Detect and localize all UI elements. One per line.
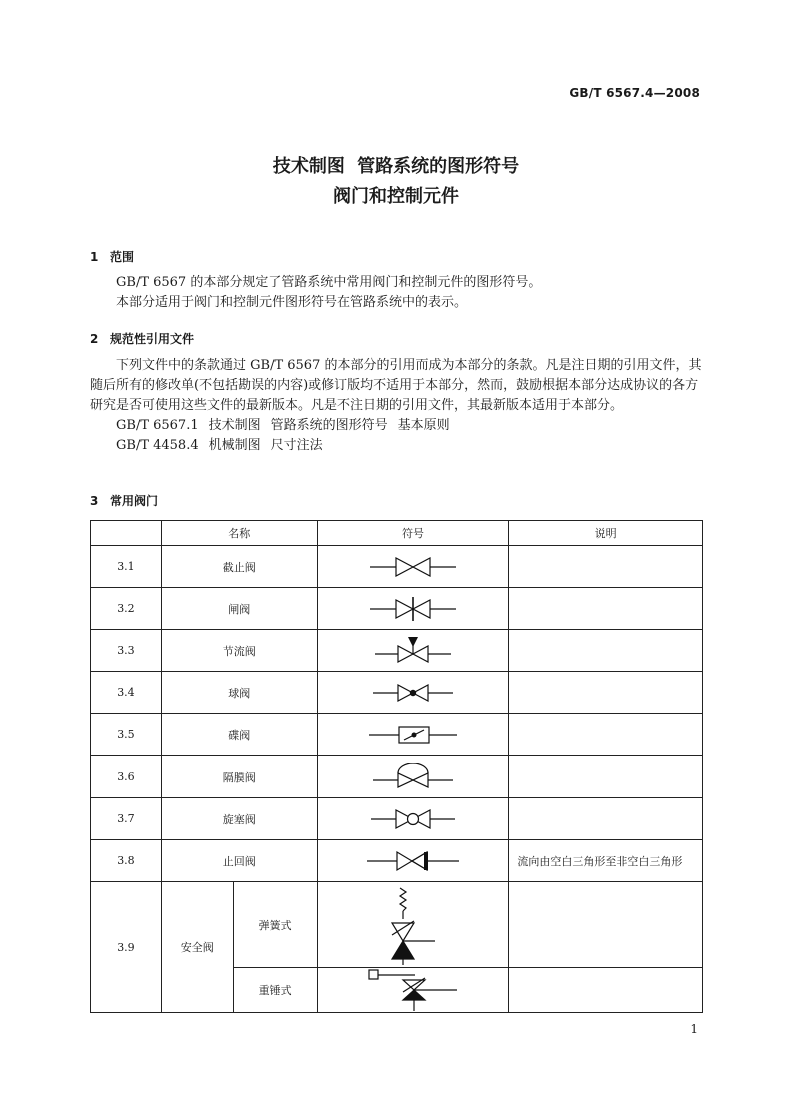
row-name: 隔膜阀 xyxy=(161,756,317,798)
row-symbol xyxy=(317,672,509,714)
reference-item xyxy=(90,416,702,436)
header-name: 名称 xyxy=(161,521,317,546)
row-description xyxy=(509,882,703,968)
row-name: 闸阀 xyxy=(161,588,317,630)
valve-symbol-table xyxy=(90,520,703,1013)
table-header-row xyxy=(91,521,703,546)
reference-title: 机械制图 xyxy=(208,438,261,453)
row-description xyxy=(509,546,703,588)
reference-item xyxy=(90,436,702,456)
header-symbol: 符号 xyxy=(317,521,509,546)
row-name: 止回阀 xyxy=(161,840,317,882)
paragraph: 本部分适用于阀门和控制元件图形符号在管路系统中的表示。 xyxy=(116,295,468,310)
document-title-line1: 技术制图 管路系统的图形符号 xyxy=(272,156,520,177)
paragraph: 下列文件中的条款通过 GB/T 6567 的本部分的引用而成为本部分的条款。凡是注日期的引用文件，其随后所有的修改单(不包括勘误的内容)或修订版均不适用于本部分，然而，鼓励根据本部分达成协议的各方研究是否可使用这些文件的最新版本。凡是不注日期的引用文件，其最新版本适用于本部分。 xyxy=(90,358,702,413)
row-name: 节流阀 xyxy=(161,630,317,672)
standard-number: GB/T 6567.4—2008 xyxy=(569,86,700,100)
throttle-valve-symbol-icon xyxy=(373,636,453,666)
section-2-body xyxy=(90,356,702,456)
page-number: 1 xyxy=(690,1022,698,1036)
row-symbol xyxy=(317,756,509,798)
check-valve-symbol-icon xyxy=(365,848,461,874)
diaphragm-valve-symbol-icon xyxy=(371,763,455,791)
section-1-heading xyxy=(90,248,134,265)
row-symbol xyxy=(317,798,509,840)
table-row xyxy=(91,546,703,588)
reference-title: 技术制图 xyxy=(208,418,261,433)
row-number: 3.1 xyxy=(91,546,162,588)
section-number: 3 xyxy=(90,494,99,508)
table-row xyxy=(91,756,703,798)
section-title: 范围 xyxy=(110,250,135,264)
section-2-heading xyxy=(90,330,194,347)
row-symbol xyxy=(317,840,509,882)
row-description xyxy=(509,798,703,840)
table-row xyxy=(91,714,703,756)
section-number: 2 xyxy=(90,332,99,346)
reference-title: 管路系统的图形符号 xyxy=(270,418,388,433)
row-description xyxy=(509,672,703,714)
row-number: 3.2 xyxy=(91,588,162,630)
row-number: 3.6 xyxy=(91,756,162,798)
row-symbol xyxy=(317,968,509,1013)
reference-title: 尺寸注法 xyxy=(270,438,323,453)
butterfly-valve-symbol-icon xyxy=(367,724,459,746)
table-row xyxy=(91,882,703,968)
row-number: 3.3 xyxy=(91,630,162,672)
row-name: 旋塞阀 xyxy=(161,798,317,840)
globe-valve-symbol-icon xyxy=(368,555,458,579)
section-1-body xyxy=(90,273,702,313)
section-3-heading xyxy=(90,492,158,509)
row-symbol xyxy=(317,882,509,968)
row-number: 3.8 xyxy=(91,840,162,882)
document-title-line2: 阀门和控制元件 xyxy=(333,186,459,207)
row-description xyxy=(509,588,703,630)
reference-code: GB/T 4458.4 xyxy=(116,438,199,453)
row-name: 安全阀 xyxy=(161,882,233,1013)
row-description xyxy=(509,630,703,672)
table-row xyxy=(91,840,703,882)
variant-name: 弹簧式 xyxy=(233,882,317,968)
row-description xyxy=(509,756,703,798)
table-row xyxy=(91,630,703,672)
row-number: 3.7 xyxy=(91,798,162,840)
row-symbol xyxy=(317,588,509,630)
header-description: 说明 xyxy=(509,521,703,546)
ball-valve-symbol-icon xyxy=(371,682,455,704)
table-row xyxy=(91,672,703,714)
row-name: 碟阀 xyxy=(161,714,317,756)
table-row xyxy=(91,798,703,840)
section-title: 常用阀门 xyxy=(110,494,159,508)
row-symbol xyxy=(317,630,509,672)
row-symbol xyxy=(317,546,509,588)
plug-valve-symbol-icon xyxy=(369,807,457,831)
row-name: 截止阀 xyxy=(161,546,317,588)
variant-name: 重锤式 xyxy=(233,968,317,1013)
row-number: 3.9 xyxy=(91,882,162,1013)
weight-safety-valve-symbol-icon xyxy=(363,968,463,1012)
row-name: 球阀 xyxy=(161,672,317,714)
table-row xyxy=(91,588,703,630)
row-description xyxy=(509,968,703,1013)
row-number: 3.4 xyxy=(91,672,162,714)
reference-title: 基本原则 xyxy=(397,418,450,433)
row-number: 3.5 xyxy=(91,714,162,756)
paragraph: GB/T 6567 的本部分规定了管路系统中常用阀门和控制元件的图形符号。 xyxy=(116,275,542,290)
row-description xyxy=(509,714,703,756)
section-title: 规范性引用文件 xyxy=(110,332,195,346)
row-symbol xyxy=(317,714,509,756)
row-description: 流向由空白三角形至非空白三角形 xyxy=(509,840,703,882)
spring-safety-valve-symbol-icon xyxy=(373,885,453,965)
reference-code: GB/T 6567.1 xyxy=(116,418,199,433)
section-number: 1 xyxy=(90,250,99,264)
gate-valve-symbol-icon xyxy=(368,596,458,622)
